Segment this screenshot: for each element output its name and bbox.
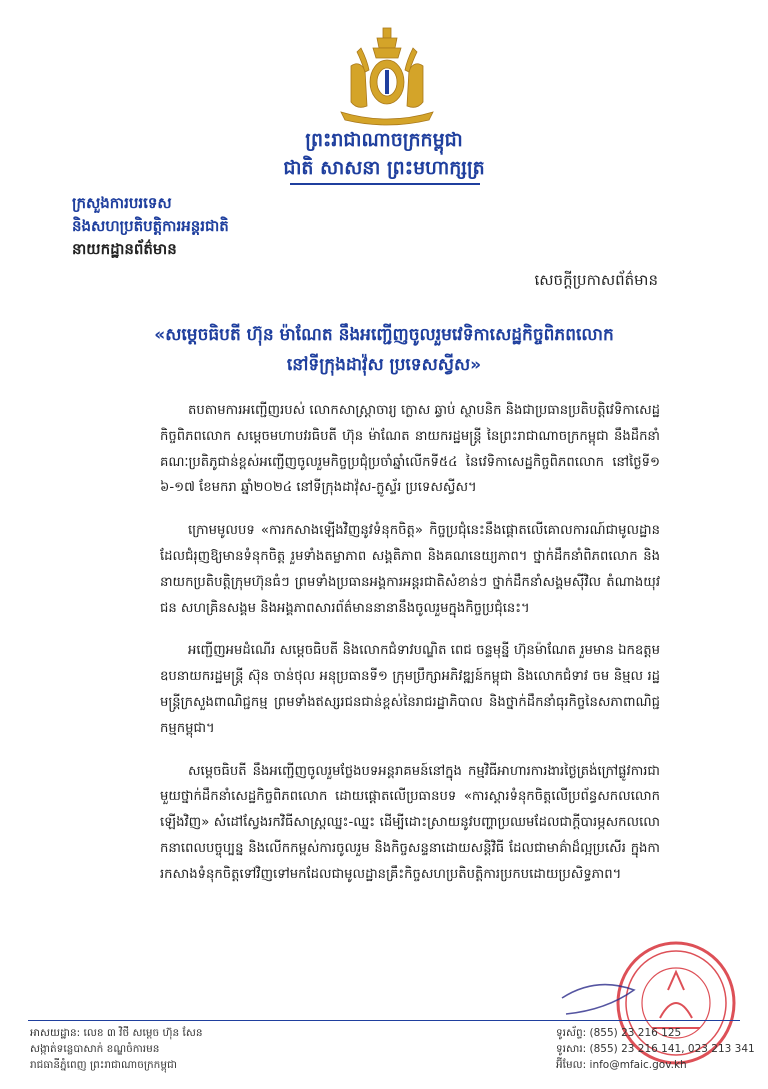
- footer-address: [30, 1025, 203, 1073]
- national-motto: ជាតិ សាសនា ព្រះមហាក្សត្រ: [283, 157, 485, 179]
- body-paragraph: តបតាមការអញ្ជើញរបស់ លោកសាស្ត្រាចារ្យ ក្លោស ឆ្វាប់ ស្ថាបនិក និងជាប្រធានប្រតិបត្តិវេទិកាសេដ្ឋកិច្ចពិភពលោក សម្តេចមហាបវរធិបតី ហ៊ុន ម៉ាណែត នាយករដ្ឋមន្ត្រី នៃព្រះរាជាណាចក្រកម្ពុជា នឹងដឹកនាំគណៈប្រតិភូជាន់ខ្ពស់អញ្ជើញចូលរួមកិច្ចប្រជុំប្រចាំឆ្នាំលើកទី៥៤ នៃវេទិកាសេដ្ឋកិច្ចពិភពលោក នៅថ្ងៃទី១៦-១៧ ខែមករា ឆ្នាំ២០២៤ នៅទីក្រុងដាវ៉ុស-ក្លូស្ទ័រ ប្រទេសស្វីស។: [160, 403, 660, 496]
- ministry-name-line1: ក្រសួងការបរទេស: [72, 194, 172, 212]
- address-line: សង្កាត់ទន្លេបាសាក់ ខណ្ឌចំការមន: [30, 1043, 160, 1055]
- header-divider: [290, 183, 480, 185]
- address-line: រាជធានីភ្នំពេញ ព្រះរាជាណាចក្រកម្ពុជា: [30, 1059, 177, 1071]
- footer-contacts: [556, 1025, 755, 1073]
- royal-emblem-icon: [331, 26, 443, 126]
- press-release-title: [90, 320, 678, 380]
- body-paragraph: សម្តេចធិបតី នឹងអញ្ជើញចូលរួមថ្លែងបទអន្តរាគមន៍នៅក្នុង កម្មវិធីអាហារការងារថ្ងៃត្រង់ក្រៅផ្លូវការជាមួយថ្នាក់ដឹកនាំសេដ្ឋកិច្ចពិភពលោក ដោយផ្តោតលើប្រធានបទ «ការស្តារទំនុកចិត្តលើប្រព័ន្ធសកលលោកឡើងវិញ» សំដៅស្វែងរកវិធីសាស្ត្រឈ្នះ-ឈ្នះ ដើម្បីដោះស្រាយនូវបញ្ហាប្រឈមដែលជាក្តីបារម្ភសកលលោកនាពេលបច្ចុប្បន្ន និងលើកកម្ពស់ការចូលរួម និងកិច្ចសន្ទនាដោយសន្តិវិធី ដែលជាមាគ៌ាដ៏ល្អប្រសើរ ក្នុងការកសាងទំនុកចិត្តទៅវិញទៅមកដែលជាមូលដ្ឋានគ្រឹះកិច្ចសហប្រតិបត្តិការប្រកបដោយប្រសិទ្ធភាព។: [160, 763, 660, 882]
- title-line1: «សម្តេចធិបតី ហ៊ុន ម៉ាណែត នឹងអញ្ជើញចូលរួមវេទិកាសេដ្ឋកិច្ចពិភពលោក: [154, 325, 614, 345]
- email-address[interactable]: អ៊ីមែល: info@mfaic.gov.kh: [556, 1059, 687, 1071]
- fax-number: ទូរសារ: (855) 23 216 141, 023 213 341: [556, 1043, 755, 1055]
- body-paragraph: ក្រោមមូលបទ «ការកសាងឡើងវិញនូវទំនុកចិត្ត» កិច្ចប្រជុំនេះនឹងផ្តោតលើគោលការណ៍ជាមូលដ្ឋានដែលជំរុញឱ្យមានទំនុកចិត្ត រួមទាំងតម្លាភាព សង្គតិភាព និងគណនេយ្យភាព។ ថ្នាក់ដឹកនាំពិភពលោក និងនាយកប្រតិបត្តិក្រុមហ៊ុនធំៗ ព្រមទាំងប្រធានអង្គការអន្តរជាតិសំខាន់ៗ ថ្នាក់ដឹកនាំសង្គមស៊ីវិល តំណាងយុវជន សហគ្រិនសង្គម និងអង្គភាពសារព័ត៌មាននានានឹងចូលរួមក្នុងកិច្ចប្រជុំនេះ។: [160, 523, 660, 616]
- address-line: អាសយដ្ឋាន: លេខ ៣ វិថី សម្តេច ហ៊ុន សែន: [30, 1027, 203, 1039]
- kingdom-title: ព្រះរាជាណាចក្រកម្ពុជា: [305, 129, 463, 151]
- press-release-body: [160, 398, 660, 905]
- ministry-block: [72, 192, 229, 261]
- body-paragraph: អញ្ជើញអមដំណើរ សម្តេចធិបតី និងលោកជំទាវបណ្ឌិត ពេជ ចន្ទមុន្នី ហ៊ុនម៉ាណែត រួមមាន ឯកឧត្តមឧបនាយករដ្ឋមន្ត្រី ស៊ុន ចាន់ថុល អនុប្រធានទី១ ក្រុមប្រឹក្សាអភិវឌ្ឍន៍កម្ពុជា និងលោកជំទាវ ចម និម្មល រដ្ឋមន្ត្រីក្រសួងពាណិជ្ជកម្ម ព្រមទាំងឥស្សរជនជាន់ខ្ពស់នៃរាជរដ្ឋាភិបាល និងថ្នាក់ដឹកនាំធុរកិច្ចនៃសភាពាណិជ្ជកម្មកម្ពុជា។: [160, 643, 660, 736]
- title-line2: នៅទីក្រុងដាវ៉ុស ប្រទេសស្វីស»: [286, 355, 482, 375]
- ministry-name-line2: និងសហប្រតិបត្តិការអន្តរជាតិ: [72, 217, 229, 235]
- footer-divider: [28, 1020, 740, 1021]
- department-name: នាយកដ្ឋានព័ត៌មាន: [72, 240, 177, 258]
- document-type: សេចក្តីប្រកាសព័ត៌មាន: [534, 271, 658, 289]
- phone-number: ទូរស័ព្ទ: (855) 23 216 125: [556, 1027, 682, 1039]
